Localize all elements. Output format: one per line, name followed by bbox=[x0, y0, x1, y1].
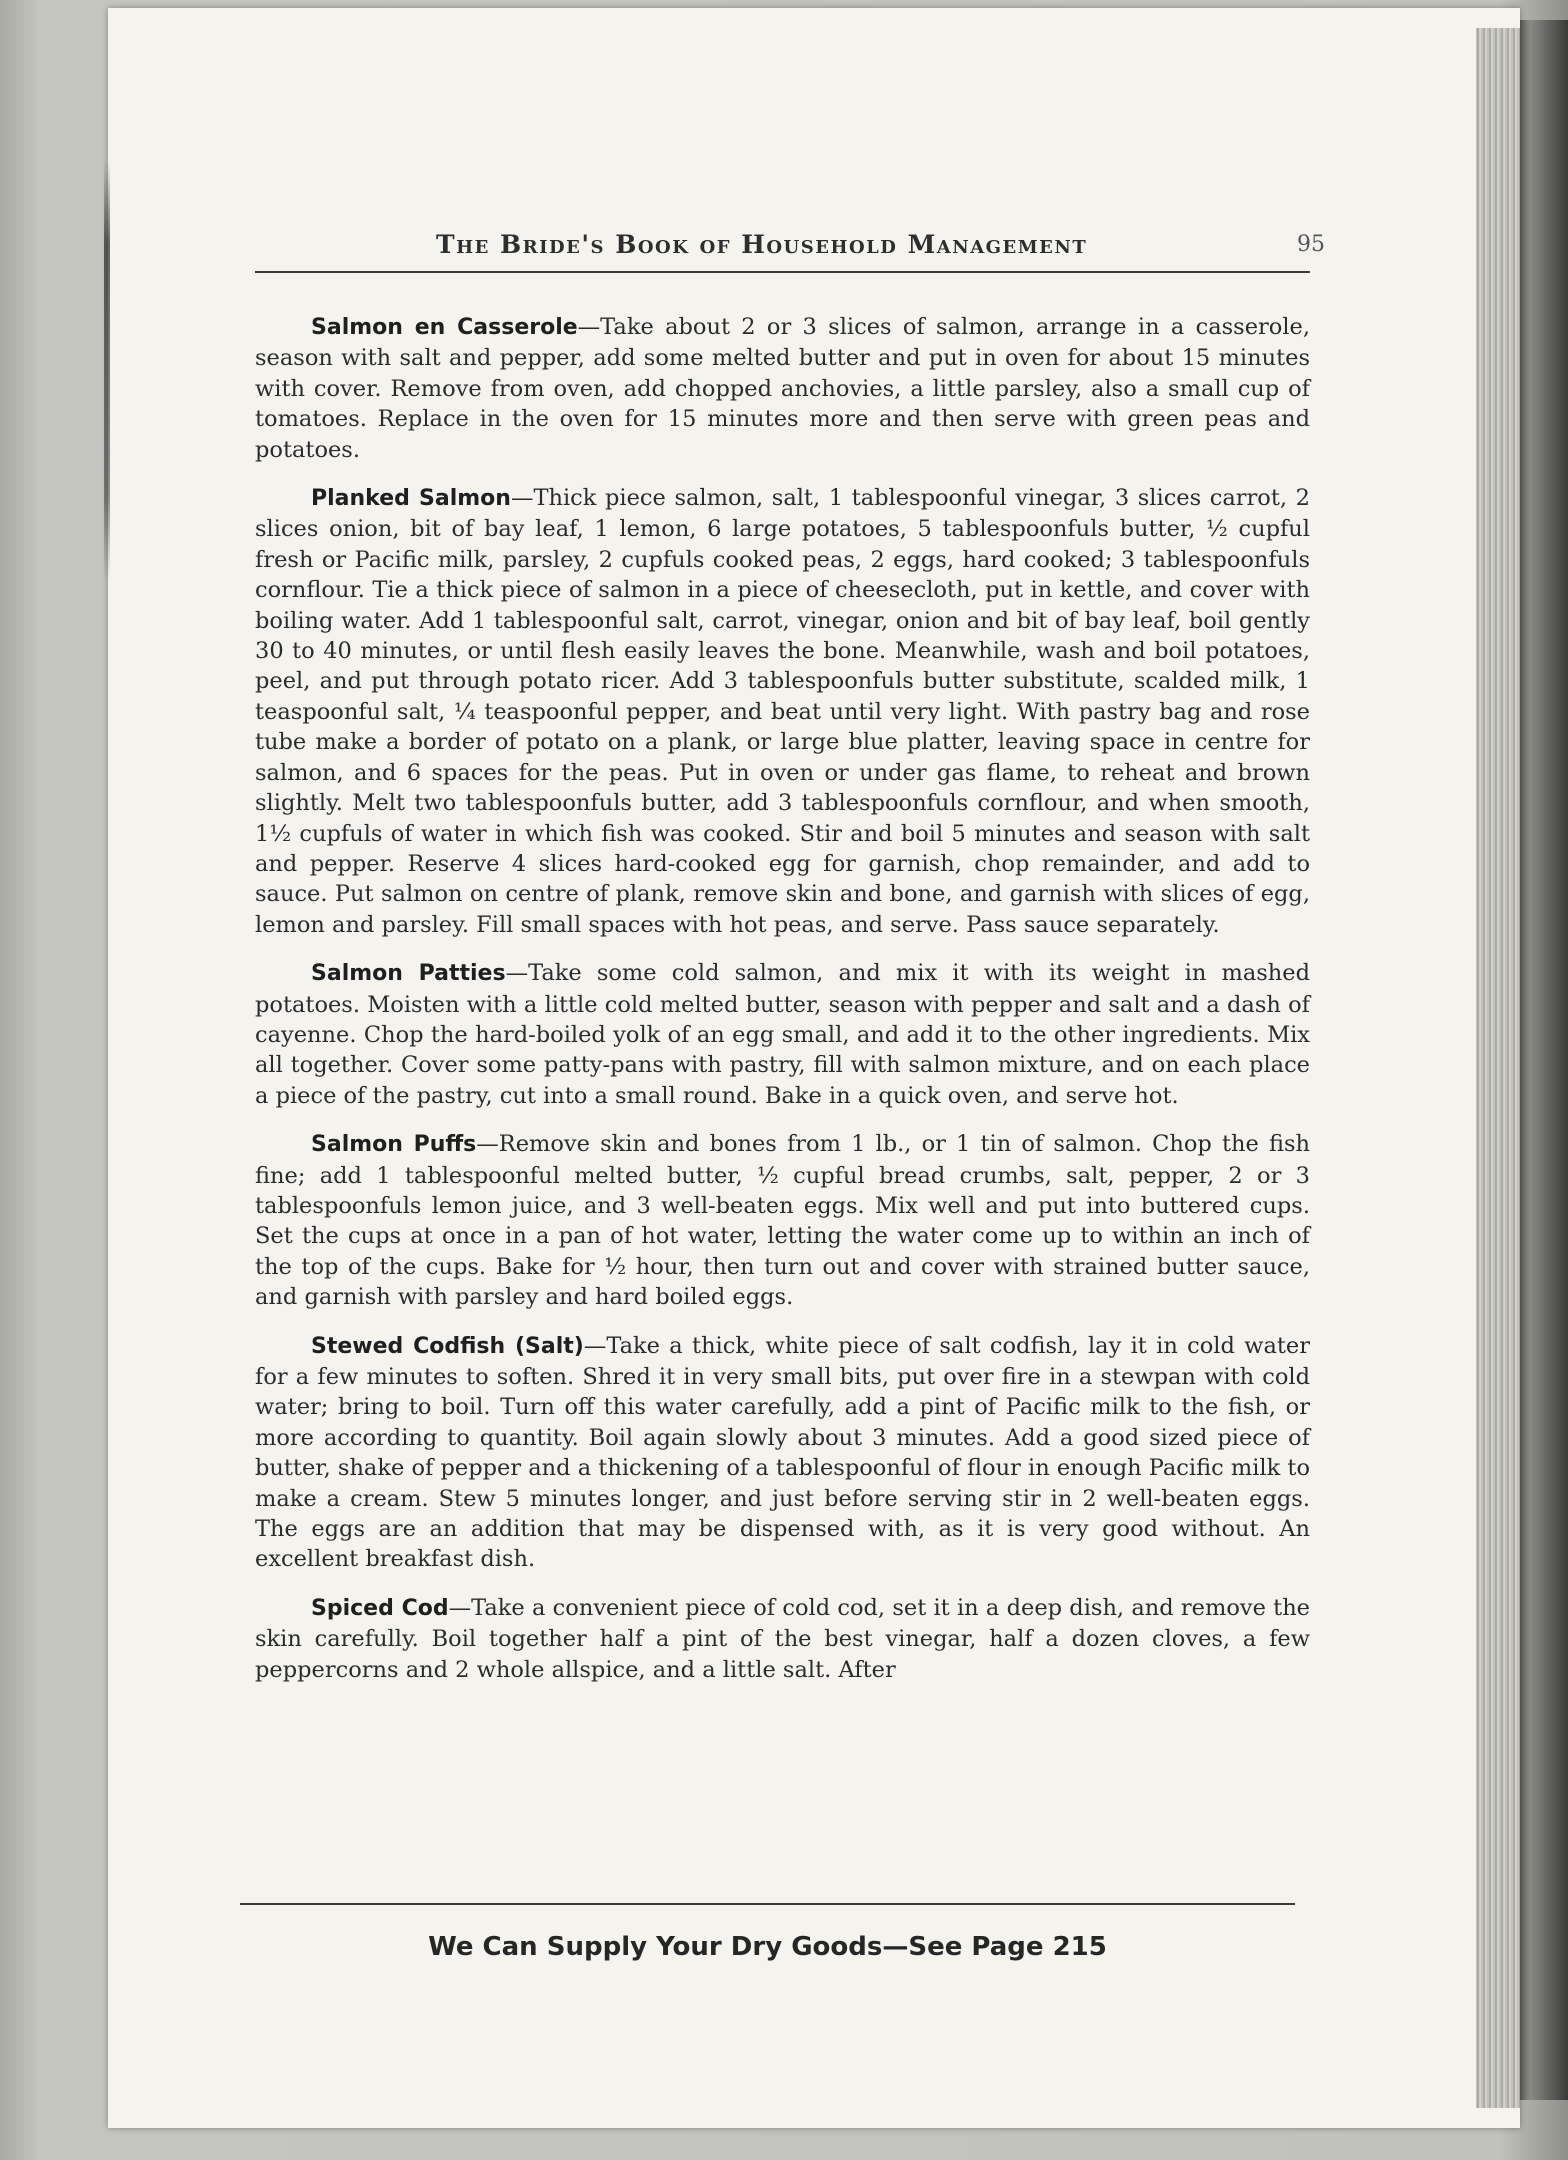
page-number: 95 bbox=[1297, 232, 1325, 257]
recipe-stewed-codfish bbox=[255, 1331, 1310, 1575]
footer-advertisement: We Can Supply Your Dry Goods—See Page 215 bbox=[428, 1932, 1107, 1962]
running-header bbox=[250, 226, 1325, 266]
binding-mark bbox=[104, 160, 110, 580]
footer-rule bbox=[240, 1903, 1295, 1905]
recipe-title: Spiced Cod bbox=[311, 1595, 449, 1621]
recipe-title: Planked Salmon bbox=[311, 486, 511, 512]
recipe-body: —Take a convenient piece of cold cod, set it in a deep dish, and remove the skin carefully. Boil together half a pint of the best vinegar, half a dozen cloves, a few peppercorns and 2 whole allspice, and a little salt. After bbox=[255, 1594, 1311, 1683]
recipe-salmon-puffs bbox=[255, 1129, 1310, 1312]
recipe-planked-salmon bbox=[255, 483, 1310, 940]
recipe-title: Salmon Puffs bbox=[311, 1132, 477, 1158]
recipe-body: —Remove skin and bones from 1 lb., or 1 tin of salmon. Chop the fish fine; add 1 tablespoonful melted butter, ½ cupful bread crumbs, salt, pepper, 2 or 3 tablespoonfuls lemon juice, and 3 well-beaten eggs. Mix well and put into buttered cups. Set the cups at once in a pan of hot water, letting the water come up to within an inch of the top of the cups. Bake for ½ hour, then turn out and cover with strained butter sauce, and garnish with parsley and hard boiled eggs. bbox=[255, 1131, 1310, 1311]
recipe-title: Salmon Patties bbox=[311, 961, 506, 987]
recipe-title: Stewed Codfish (Salt) bbox=[311, 1333, 584, 1359]
running-title: The Bride's Book of Household Management bbox=[436, 230, 1088, 259]
recipe-body: —Thick piece salmon, salt, 1 tablespoonful vinegar, 3 slices carrot, 2 slices onion, bit of bay leaf, 1 lemon, 6 large potatoes, 5 tablespoonfuls butter, ½ cupful fresh or Pacific milk, parsley, 2 cupfuls cooked peas, 2 eggs, hard cooked; 3 tablespoonfuls cornflour. Tie a thick piece of salmon in a piece of cheesecloth, put in kettle, and cover with boiling water. Add 1 tablespoonful salt, carrot, vinegar, onion and bit of bay leaf, boil gently 30 to 40 minutes, or until flesh easily leaves the bone. Meanwhile, wash and boil potatoes, peel, and put through potato ricer. Add 3 tablespoonfuls butter substitute, scalded milk, 1 teaspoonful salt, ¼ teaspoonful pepper, and beat until very light. With pastry bag and rose tube make a border of potato on a plank, or large blue platter, leaving space in centre for salmon, and 6 spaces for the peas. Put in oven or under gas flame, to reheat and brown slightly. Melt two tablespoonfuls butter, add 3 tablespoonfuls cornflour, and when smooth, 1½ cupfuls of water in which fish was cooked. Stir and boil 5 minutes and season with salt and pepper. Reserve 4 slices hard-cooked egg for garnish, chop remainder, and add to sauce. Put salmon on centre of plank, remove skin and bone, and garnish with slices of egg, lemon and parsley. Fill small spaces with hot peas, and serve. Pass sauce separately. bbox=[255, 485, 1310, 938]
recipe-salmon-en-casserole bbox=[255, 312, 1310, 465]
recipe-body: —Take a thick, white piece of salt codfish, lay it in cold water for a few minutes to soften. Shred it in very small bits, put over fire in a stewpan with cold water; bring to boil. Turn off this water carefully, add a pint of Pacific milk to the fish, or more according to quantity. Boil again slowly about 3 minutes. Add a good sized piece of butter, shake of pepper and a thickening of a tablespoonful of flour in enough Pacific milk to make a cream. Stew 5 minutes longer, and just before serving stir in 2 well-beaten eggs. The eggs are an addition that may be dispensed with, as it is very good without. An excellent breakfast dish. bbox=[255, 1332, 1311, 1573]
recipe-text-block bbox=[255, 312, 1310, 1703]
recipe-title: Salmon en Casserole bbox=[311, 315, 578, 340]
recipe-body: —Take about 2 or 3 slices of salmon, arrange in a casserole, season with salt and pepper, add some melted butter and put in oven for about 15 minutes with cover. Remove from oven, add chopped anchovies, a little parsley, also a small cup of tomatoes. Replace in the oven for 15 minutes more and then serve with green peas and potatoes. bbox=[255, 314, 1310, 463]
recipe-salmon-patties bbox=[255, 958, 1310, 1111]
recipe-body: —Take some cold salmon, and mix it with its weight in mashed potatoes. Moisten with a little cold melted butter, season with pepper and salt and a dash of cayenne. Chop the hard-boiled yolk of an egg small, and add it to the other ingredients. Mix all together. Cover some patty-pans with pastry, fill with salmon mixture, and on each place a piece of the pastry, cut into a small round. Bake in a quick oven, and serve hot. bbox=[255, 960, 1310, 1109]
book-edge-shadow bbox=[1520, 20, 1568, 2100]
page-stack-edge bbox=[1476, 28, 1520, 2108]
header-rule bbox=[255, 271, 1310, 273]
recipe-spiced-cod bbox=[255, 1593, 1310, 1685]
